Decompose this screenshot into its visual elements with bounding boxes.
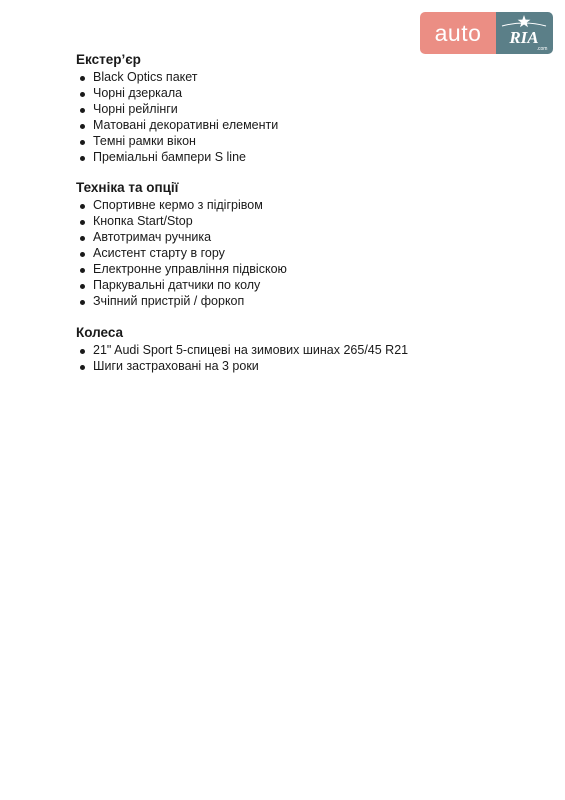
list-item-text: Black Optics пакет bbox=[93, 70, 198, 84]
list-item bbox=[76, 134, 546, 150]
bullet-icon bbox=[80, 76, 85, 81]
bullet-icon bbox=[80, 268, 85, 273]
bullet-icon bbox=[80, 204, 85, 209]
list-item bbox=[76, 230, 546, 246]
list-item-text: 21" Audi Sport 5-спицеві на зимових шинах 265/45 R21 bbox=[93, 342, 409, 357]
list-item bbox=[76, 214, 546, 230]
bullet-icon bbox=[80, 156, 85, 161]
list-item-text: Шиги застраховані на 3 роки bbox=[93, 358, 259, 373]
list-item bbox=[76, 294, 546, 310]
list-item bbox=[76, 246, 546, 262]
item-list bbox=[76, 70, 546, 165]
list-item-text: Паркувальні датчики по колу bbox=[93, 277, 261, 292]
logo-ria-part bbox=[496, 12, 553, 54]
bullet-icon bbox=[80, 140, 85, 145]
ria-star-icon bbox=[496, 12, 553, 54]
bullet-icon bbox=[80, 284, 85, 289]
list-item-text: Чорні рейлінги bbox=[93, 101, 178, 116]
equipment-list bbox=[76, 51, 546, 389]
list-item-text: Спортивне кермо з підігрівом bbox=[93, 198, 263, 213]
list-item-text: Асистент старту в гору bbox=[93, 246, 225, 261]
list-item bbox=[76, 86, 546, 102]
list-item-text: Преміальні бампери S line bbox=[93, 149, 246, 164]
list-item bbox=[76, 278, 546, 294]
list-item bbox=[76, 70, 546, 86]
list-item bbox=[76, 343, 546, 359]
list-item-text: Автотримач ручника bbox=[93, 230, 212, 245]
list-item-text: Матовані декоративні елементи bbox=[93, 117, 279, 132]
section-title: Техніка та опції bbox=[76, 180, 179, 196]
bullet-icon bbox=[80, 108, 85, 113]
list-item-text: Темні рамки вікон bbox=[93, 133, 196, 148]
autoria-logo bbox=[420, 12, 553, 54]
section-wheels bbox=[76, 324, 546, 375]
item-list bbox=[76, 343, 546, 375]
list-item bbox=[76, 118, 546, 134]
list-item bbox=[76, 102, 546, 118]
bullet-icon bbox=[80, 349, 85, 354]
bullet-icon bbox=[80, 252, 85, 257]
list-item-text: Кнопка Start/Stop bbox=[93, 214, 193, 229]
bullet-icon bbox=[80, 92, 85, 97]
list-item-text: Зчіпний пристрій / форкоп bbox=[93, 293, 245, 308]
bullet-icon bbox=[80, 300, 85, 305]
logo-ria-text: RIA bbox=[509, 28, 539, 47]
list-item bbox=[76, 262, 546, 278]
section-tech-options bbox=[76, 179, 546, 309]
list-item bbox=[76, 359, 546, 375]
bullet-icon bbox=[80, 124, 85, 129]
logo-ria-subtext: .com bbox=[536, 46, 548, 52]
list-item bbox=[76, 150, 546, 166]
bullet-icon bbox=[80, 236, 85, 241]
list-item bbox=[76, 198, 546, 214]
section-exterior bbox=[76, 51, 546, 165]
bullet-icon bbox=[80, 220, 85, 225]
item-list bbox=[76, 198, 546, 309]
list-item-text: Чорні дзеркала bbox=[93, 85, 183, 100]
logo-auto-part: auto bbox=[420, 12, 496, 54]
bullet-icon bbox=[80, 365, 85, 370]
section-title: Екстер’єр bbox=[76, 52, 141, 67]
list-item-text: Електронне управління підвіскою bbox=[93, 262, 287, 277]
section-title: Колеса bbox=[76, 324, 124, 340]
